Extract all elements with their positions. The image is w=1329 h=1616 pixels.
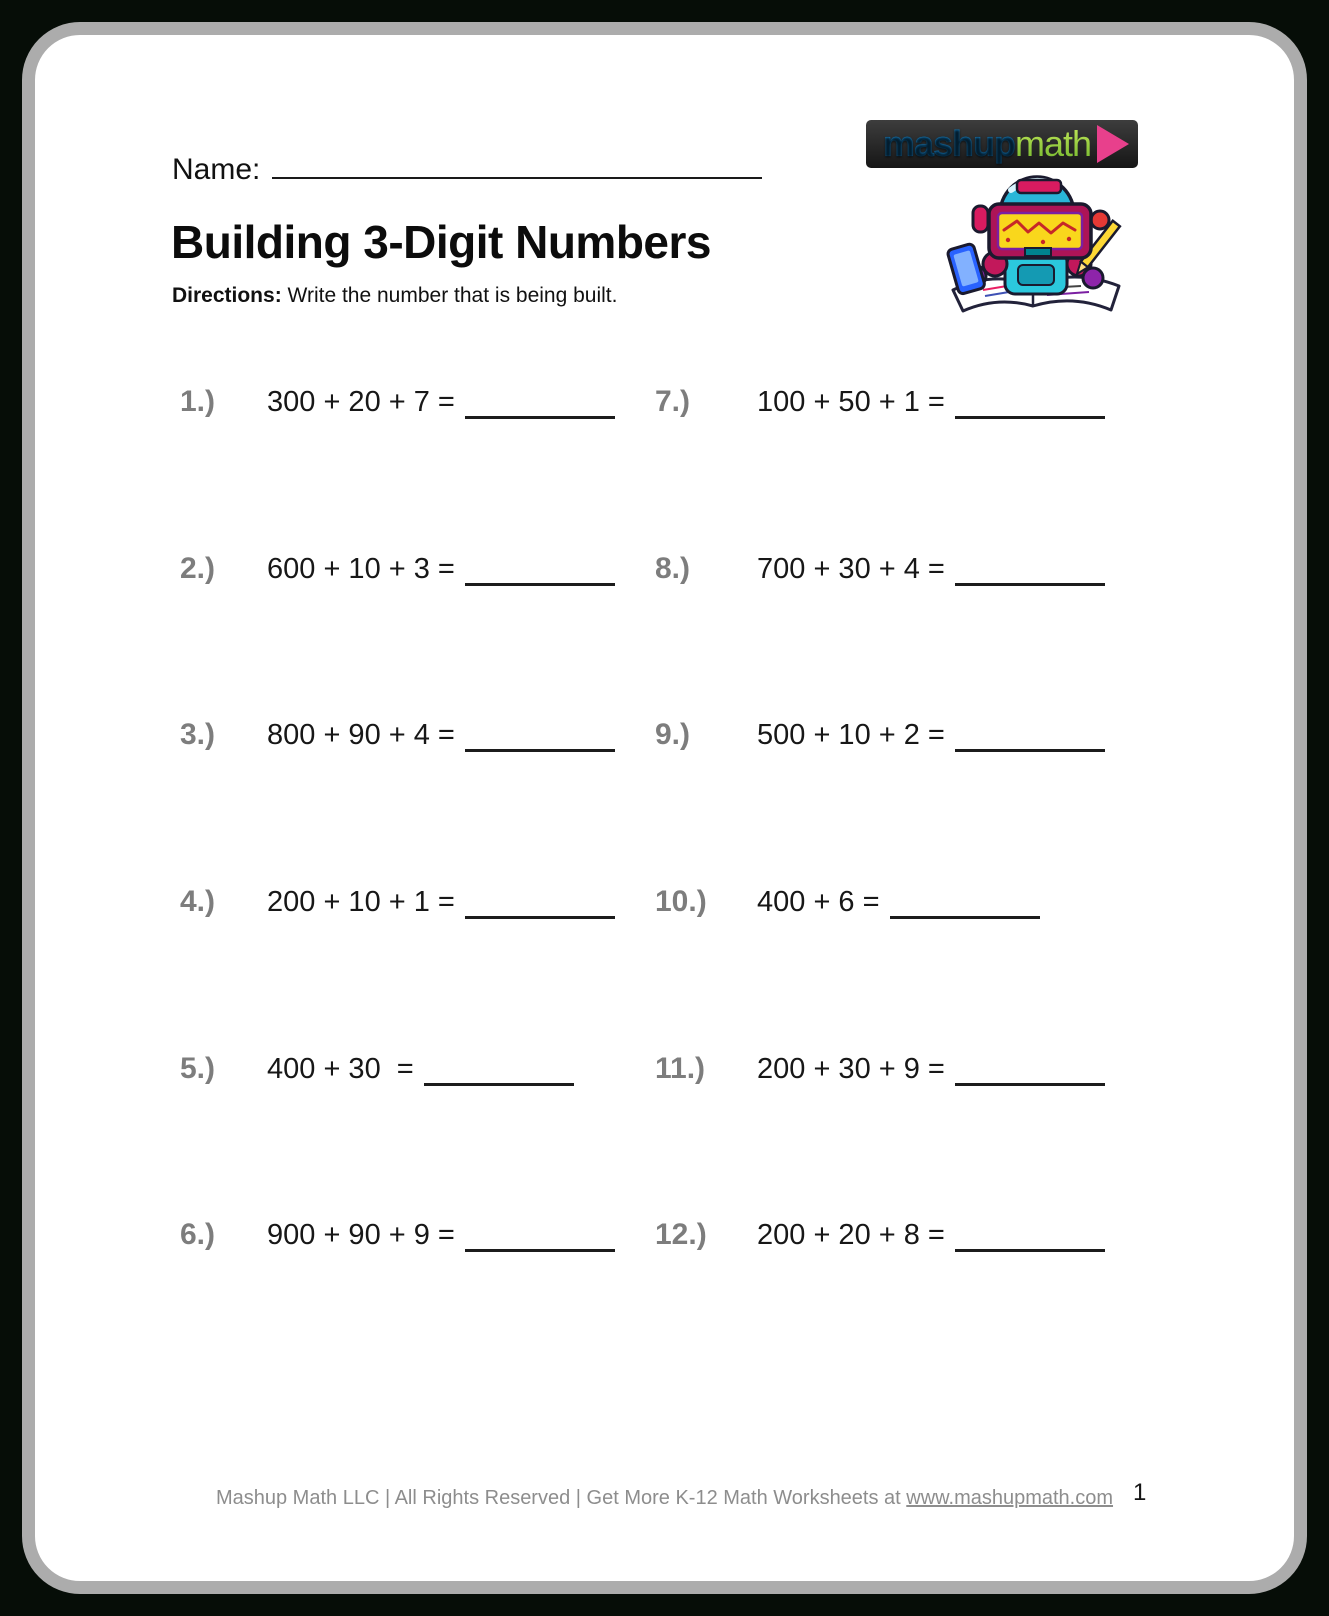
- answer-blank[interactable]: [890, 915, 1040, 919]
- play-triangle-icon: [1097, 125, 1129, 163]
- answer-blank[interactable]: [465, 415, 615, 419]
- problem-number: 5.): [180, 1052, 216, 1085]
- problem-expression: 200 + 30 + 9 =: [757, 1053, 945, 1085]
- problem-2: [180, 552, 615, 586]
- answer-blank[interactable]: [955, 582, 1105, 586]
- answer-blank[interactable]: [465, 1248, 615, 1252]
- problem-expression: 900 + 90 + 9 =: [267, 1219, 455, 1251]
- answer-blank[interactable]: [955, 1248, 1105, 1252]
- problem-expression: 400 + 30 =: [267, 1053, 414, 1085]
- problem-number: 3.): [180, 718, 216, 751]
- problem-number: 10.): [655, 885, 707, 918]
- directions-text: Write the number that is being built.: [281, 284, 618, 307]
- answer-blank[interactable]: [955, 1082, 1105, 1086]
- problem-8: [655, 552, 1105, 586]
- page-title: Building 3-Digit Numbers: [171, 216, 711, 268]
- problem-1: [180, 385, 615, 419]
- problem-12: [655, 1218, 1105, 1252]
- name-fill-in-line[interactable]: [272, 147, 762, 179]
- robot-mascot-svg: [923, 168, 1143, 318]
- directions-label: Directions:: [172, 284, 282, 307]
- answer-blank[interactable]: [955, 415, 1105, 419]
- robot-writing-mascot-illustration: [923, 168, 1143, 318]
- directions: [172, 284, 617, 308]
- footer-website-link[interactable]: www.mashupmath.com: [906, 1487, 1114, 1509]
- problem-11: [655, 1052, 1105, 1086]
- problem-number: 2.): [180, 552, 216, 585]
- answer-blank[interactable]: [465, 915, 615, 919]
- problem-expression: 200 + 20 + 8 =: [757, 1219, 945, 1251]
- logo-text-mashup: mashup: [882, 123, 1015, 164]
- logo-text-math: math: [1014, 123, 1092, 164]
- worksheet-page: [22, 22, 1307, 1594]
- problem-9: [655, 718, 1105, 752]
- problem-6: [180, 1218, 615, 1252]
- problem-7: [655, 385, 1105, 419]
- footer-copyright-text: Mashup Math LLC | All Rights Reserved | Get More K-12 Math Worksheets at: [215, 1487, 907, 1509]
- problem-expression: 600 + 10 + 3 =: [267, 553, 455, 585]
- problem-5: [180, 1052, 574, 1086]
- problem-expression: 500 + 10 + 2 =: [757, 719, 945, 751]
- problem-number: 9.): [655, 718, 691, 751]
- problem-expression: 200 + 10 + 1 =: [267, 886, 455, 918]
- answer-blank[interactable]: [465, 748, 615, 752]
- problem-3: [180, 718, 615, 752]
- problem-number: 7.): [655, 385, 691, 418]
- problem-number: 11.): [655, 1052, 706, 1085]
- problem-10: [655, 885, 1040, 919]
- answer-blank[interactable]: [465, 582, 615, 586]
- answer-blank[interactable]: [955, 748, 1105, 752]
- problem-expression: 300 + 20 + 7 =: [267, 386, 455, 418]
- footer: [35, 1487, 1294, 1510]
- problem-expression: 100 + 50 + 1 =: [757, 386, 945, 418]
- page-number: 1: [1133, 1479, 1147, 1506]
- mashupmath-logo: [866, 120, 1138, 168]
- problem-number: 4.): [180, 885, 216, 918]
- name-label: Name:: [172, 153, 261, 186]
- problem-number: 12.): [655, 1218, 707, 1251]
- name-row: [172, 147, 762, 187]
- answer-blank[interactable]: [424, 1082, 574, 1086]
- problem-expression: 700 + 30 + 4 =: [757, 553, 945, 585]
- problem-number: 1.): [180, 385, 216, 418]
- problem-number: 8.): [655, 552, 691, 585]
- problem-4: [180, 885, 615, 919]
- problem-number: 6.): [180, 1218, 216, 1251]
- problem-expression: 400 + 6 =: [757, 886, 880, 918]
- problem-expression: 800 + 90 + 4 =: [267, 719, 455, 751]
